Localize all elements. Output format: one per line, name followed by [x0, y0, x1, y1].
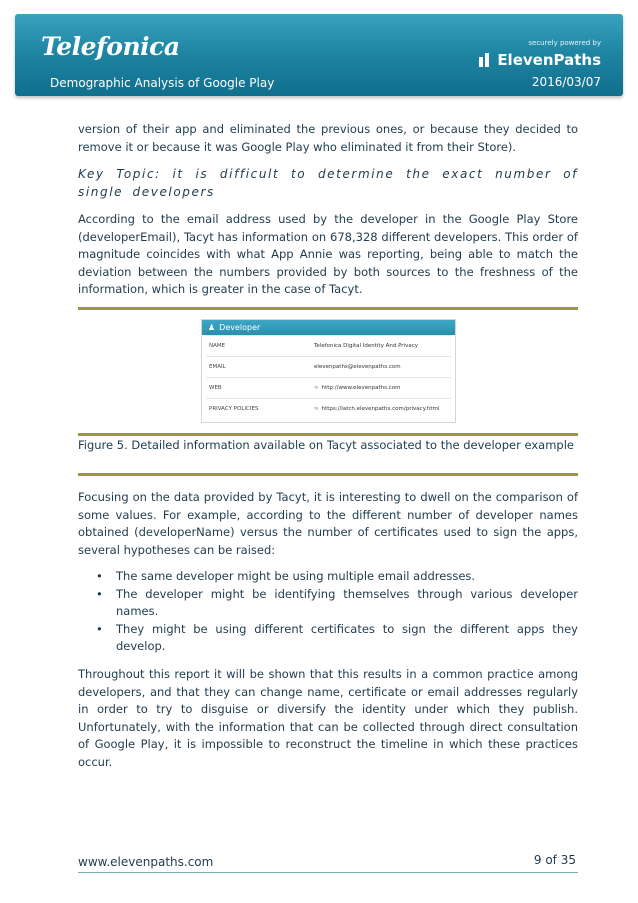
link-icon: ∞	[314, 406, 319, 412]
developer-row-web	[206, 377, 451, 398]
list-item-text: The same developer might be using multiple email addresses.	[116, 569, 476, 583]
key-topic: Key Topic: it is difficult to determine the exact number of single developers	[78, 167, 578, 199]
paragraph-developers: According to the email address used by the developer in the Google Play Store (developerEmail), Tacyt has information on 678,328 different developers. This order of magnitude coincides with what App Annie was reporting, being able to match the deviation between the numbers provided by both sources to the freshness of the information, which is greater in the case of Tacyt.	[78, 212, 578, 296]
link-icon: ∞	[314, 385, 319, 391]
row-value: Telefonica Digital Identity And Privacy	[314, 343, 418, 349]
telefonica-logo: Telefonica	[41, 32, 180, 61]
developer-panel-header	[202, 320, 455, 335]
paragraph-conclusion: Throughout this report it will be shown that this results in a common practice among developers, and that they can change name, certificate or email addresses regularly in order to try to disguise or diversify the identity under which they publish. Unfortunately, with the information that can be collected through direct consultation of Google Play, it is impossible to reconstruct the timeline in which these practices occur.	[78, 667, 578, 769]
row-key: WEB	[209, 385, 222, 391]
row-key: EMAIL	[209, 364, 226, 370]
row-value[interactable]: https://latch.elevenpaths.com/privacy.html	[321, 406, 440, 412]
footer-url[interactable]: www.elevenpaths.com	[78, 855, 214, 869]
document-date: 2016/03/07	[531, 75, 601, 89]
powered-by-label: securely powered by	[528, 39, 601, 47]
row-value[interactable]: http://www.elevenpaths.com	[321, 385, 401, 391]
elevenpaths-logo	[479, 51, 601, 69]
user-icon: ♟	[208, 323, 216, 332]
page-number: 9 of 35	[533, 853, 576, 867]
paragraph-comparison: Focusing on the data provided by Tacyt, it is interesting to dwell on the comparison of some values. For example, according to the different number of developer names obtained (developerName) versus the number of certificates used to sign the apps, several hypotheses can be raised:	[78, 490, 578, 557]
row-key: PRIVACY POLICIES	[209, 406, 259, 412]
header-banner	[15, 14, 623, 96]
elevenpaths-mark-icon	[479, 53, 493, 67]
row-value: elevenpaths@elevenpaths.com	[314, 364, 401, 370]
footer-rule	[78, 872, 578, 873]
figure-top-rule	[78, 307, 578, 310]
row-key: NAME	[209, 343, 226, 349]
caption-bottom-rule	[78, 473, 578, 476]
figure-bottom-rule	[78, 433, 578, 436]
developer-figure	[201, 319, 456, 423]
developer-panel-title: Developer	[219, 323, 261, 332]
list-item-text: They might be using different certificates to sign the different apps they develop.	[116, 621, 578, 653]
figure-caption: Figure 5. Detailed information available on Tacyt associated to the developer example	[78, 438, 574, 452]
bullet-icon: •	[96, 621, 103, 636]
list-item-text: The developer might be identifying themselves through various developer names.	[116, 586, 578, 618]
elevenpaths-name: ElevenPaths	[497, 51, 601, 69]
developer-row-email	[206, 356, 451, 377]
bullet-icon: •	[96, 569, 103, 583]
document-title: Demographic Analysis of Google Play	[50, 76, 275, 90]
list-item	[96, 586, 578, 621]
developer-row-name	[206, 335, 451, 356]
paragraph-intro: version of their app and eliminated the previous ones, or because they decided to remove it or because it was Google Play who eliminated it from their Store).	[78, 122, 578, 154]
hypotheses-list	[96, 568, 578, 656]
developer-row-privacy	[206, 398, 451, 419]
list-item	[96, 568, 578, 586]
bullet-icon: •	[96, 586, 103, 601]
list-item	[96, 621, 578, 656]
